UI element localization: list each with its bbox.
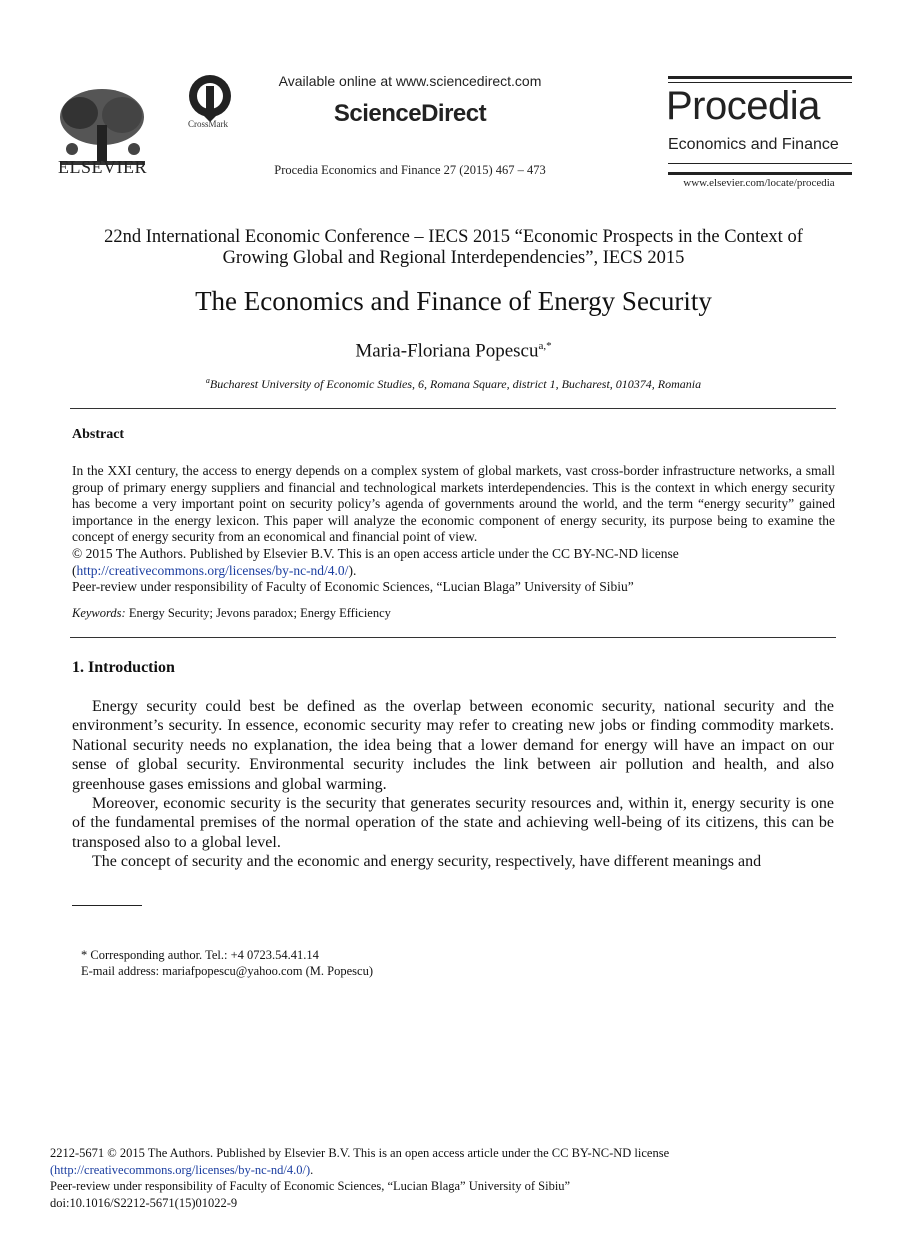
crossmark-label: CrossMark: [188, 119, 228, 129]
author-name: Maria-Floriana Popescu: [355, 340, 539, 362]
conference-line-1: 22nd International Economic Conference – IECS 2015 “Economic Prospects in the Context of: [104, 227, 803, 247]
paragraph: Moreover, economic security is the security that generates security resources and, within it, energy security is one of the fundamental premises of the normal operation of the state and achieving well-being of its citizens, this can be transposed also to a global level.: [72, 795, 834, 851]
introduction-body: [72, 697, 834, 872]
abstract-body: [72, 463, 835, 596]
paragraph: The concept of security and the economic and energy security, respectively, have different meanings and: [92, 853, 762, 871]
bottom-license-suffix: .: [310, 1162, 314, 1177]
paragraph: Energy security could best be defined as the overlap between economic security, national security and the environment’s security. In essence, economic security may refer to creating new jobs or finding commodity markets. National security needs no explanation, the idea being that a lower demand for energy will have an impact on our sense of global security. Environmental security includes the link between air pollution and health, and also greenhouse gases emissions and global warming.: [72, 698, 834, 793]
sciencedirect-wordmark: ScienceDirect: [333, 100, 487, 127]
doi[interactable]: doi:10.1016/S2212-5671(15)01022-9: [50, 1195, 238, 1210]
journal-title: Procedia: [666, 84, 820, 128]
footnote-rule: [72, 905, 142, 906]
abstract-peer-review: Peer-review under responsibility of Faculty of Economic Sciences, “Lucian Blaga” University of Sibiu”: [72, 579, 634, 595]
corresponding-author: * Corresponding author. Tel.: +4 0723.54.41.14: [81, 948, 319, 962]
abstract-license-link[interactable]: (http://creativecommons.org/licenses/by-nc-nd/4.0/).: [72, 562, 357, 578]
issn-copyright: 2212-5671 © 2015 The Authors. Published by Elsevier B.V. This is an open access article under the CC BY-NC-ND license: [50, 1146, 670, 1160]
procedia-rule: [668, 172, 852, 175]
bottom-license-link[interactable]: (http://creativecommons.org/licenses/by-nc-nd/4.0/): [50, 1162, 311, 1177]
footnote: [81, 947, 373, 979]
bottom-peer-review: Peer-review under responsibility of Faculty of Economic Sciences, “Lucian Blaga” University of Sibiu”: [50, 1179, 571, 1194]
affiliation-text: Bucharest University of Economic Studies, 6, Romana Square, district 1, Bucharest, 010374, Romania: [209, 377, 702, 391]
keywords-label: Keywords:: [72, 606, 126, 620]
section-heading-introduction: 1. Introduction: [72, 659, 175, 676]
abstract-copyright: © 2015 The Authors. Published by Elsevier B.V. This is an open access article under the CC BY-NC-ND license: [72, 545, 679, 561]
author-marks: a,*: [538, 340, 552, 352]
abstract-bottom-rule: [70, 637, 836, 638]
affiliation-mark: a: [205, 376, 210, 385]
available-online-text: Available online at www.sciencedirect.com: [278, 73, 542, 89]
conference-title: [70, 227, 837, 269]
procedia-rule: [668, 76, 852, 79]
procedia-rule: [668, 82, 852, 83]
conference-line-2: Growing Global and Regional Interdependencies”, IECS 2015: [222, 248, 685, 268]
keywords-text: Energy Security; Jevons paradox; Energy Efficiency: [125, 606, 391, 620]
journal-reference: Procedia Economics and Finance 27 (2015) 467 – 473: [274, 163, 546, 177]
paper-title: The Economics and Finance of Energy Security: [195, 286, 712, 316]
procedia-rule: [668, 163, 852, 164]
abstract-top-rule: [70, 408, 836, 409]
author-email: E-mail address: mariafpopescu@yahoo.com (M. Popescu): [81, 964, 373, 978]
journal-subtitle: Economics and Finance: [668, 136, 839, 153]
journal-url[interactable]: www.elsevier.com/locate/procedia: [683, 177, 835, 189]
elsevier-wordmark: ELSEVIER: [58, 157, 147, 177]
author-line: [70, 340, 837, 362]
keywords: [72, 606, 391, 621]
abstract-text: In the XXI century, the access to energy depends on a complex system of global markets, vast cross-border infrastructure networks, a small group of primary energy suppliers and financial and technological markets interdependencies. This is the context in which energy security has become a very important point on security policy’s agenda of governments around the world, and the term “energy security” gained importance in the energy lexicon. This paper will analyze the economic component of energy security, its purpose being to examine the concept of energy security from an economical and financial point of view.: [72, 463, 835, 545]
affiliation: [70, 376, 837, 392]
abstract-heading: Abstract: [72, 427, 125, 442]
bottom-license-line: [50, 1162, 669, 1179]
license-url[interactable]: http://creativecommons.org/licenses/by-nc-nd/4.0/: [76, 562, 349, 578]
bottom-publication-info: [50, 1145, 669, 1211]
